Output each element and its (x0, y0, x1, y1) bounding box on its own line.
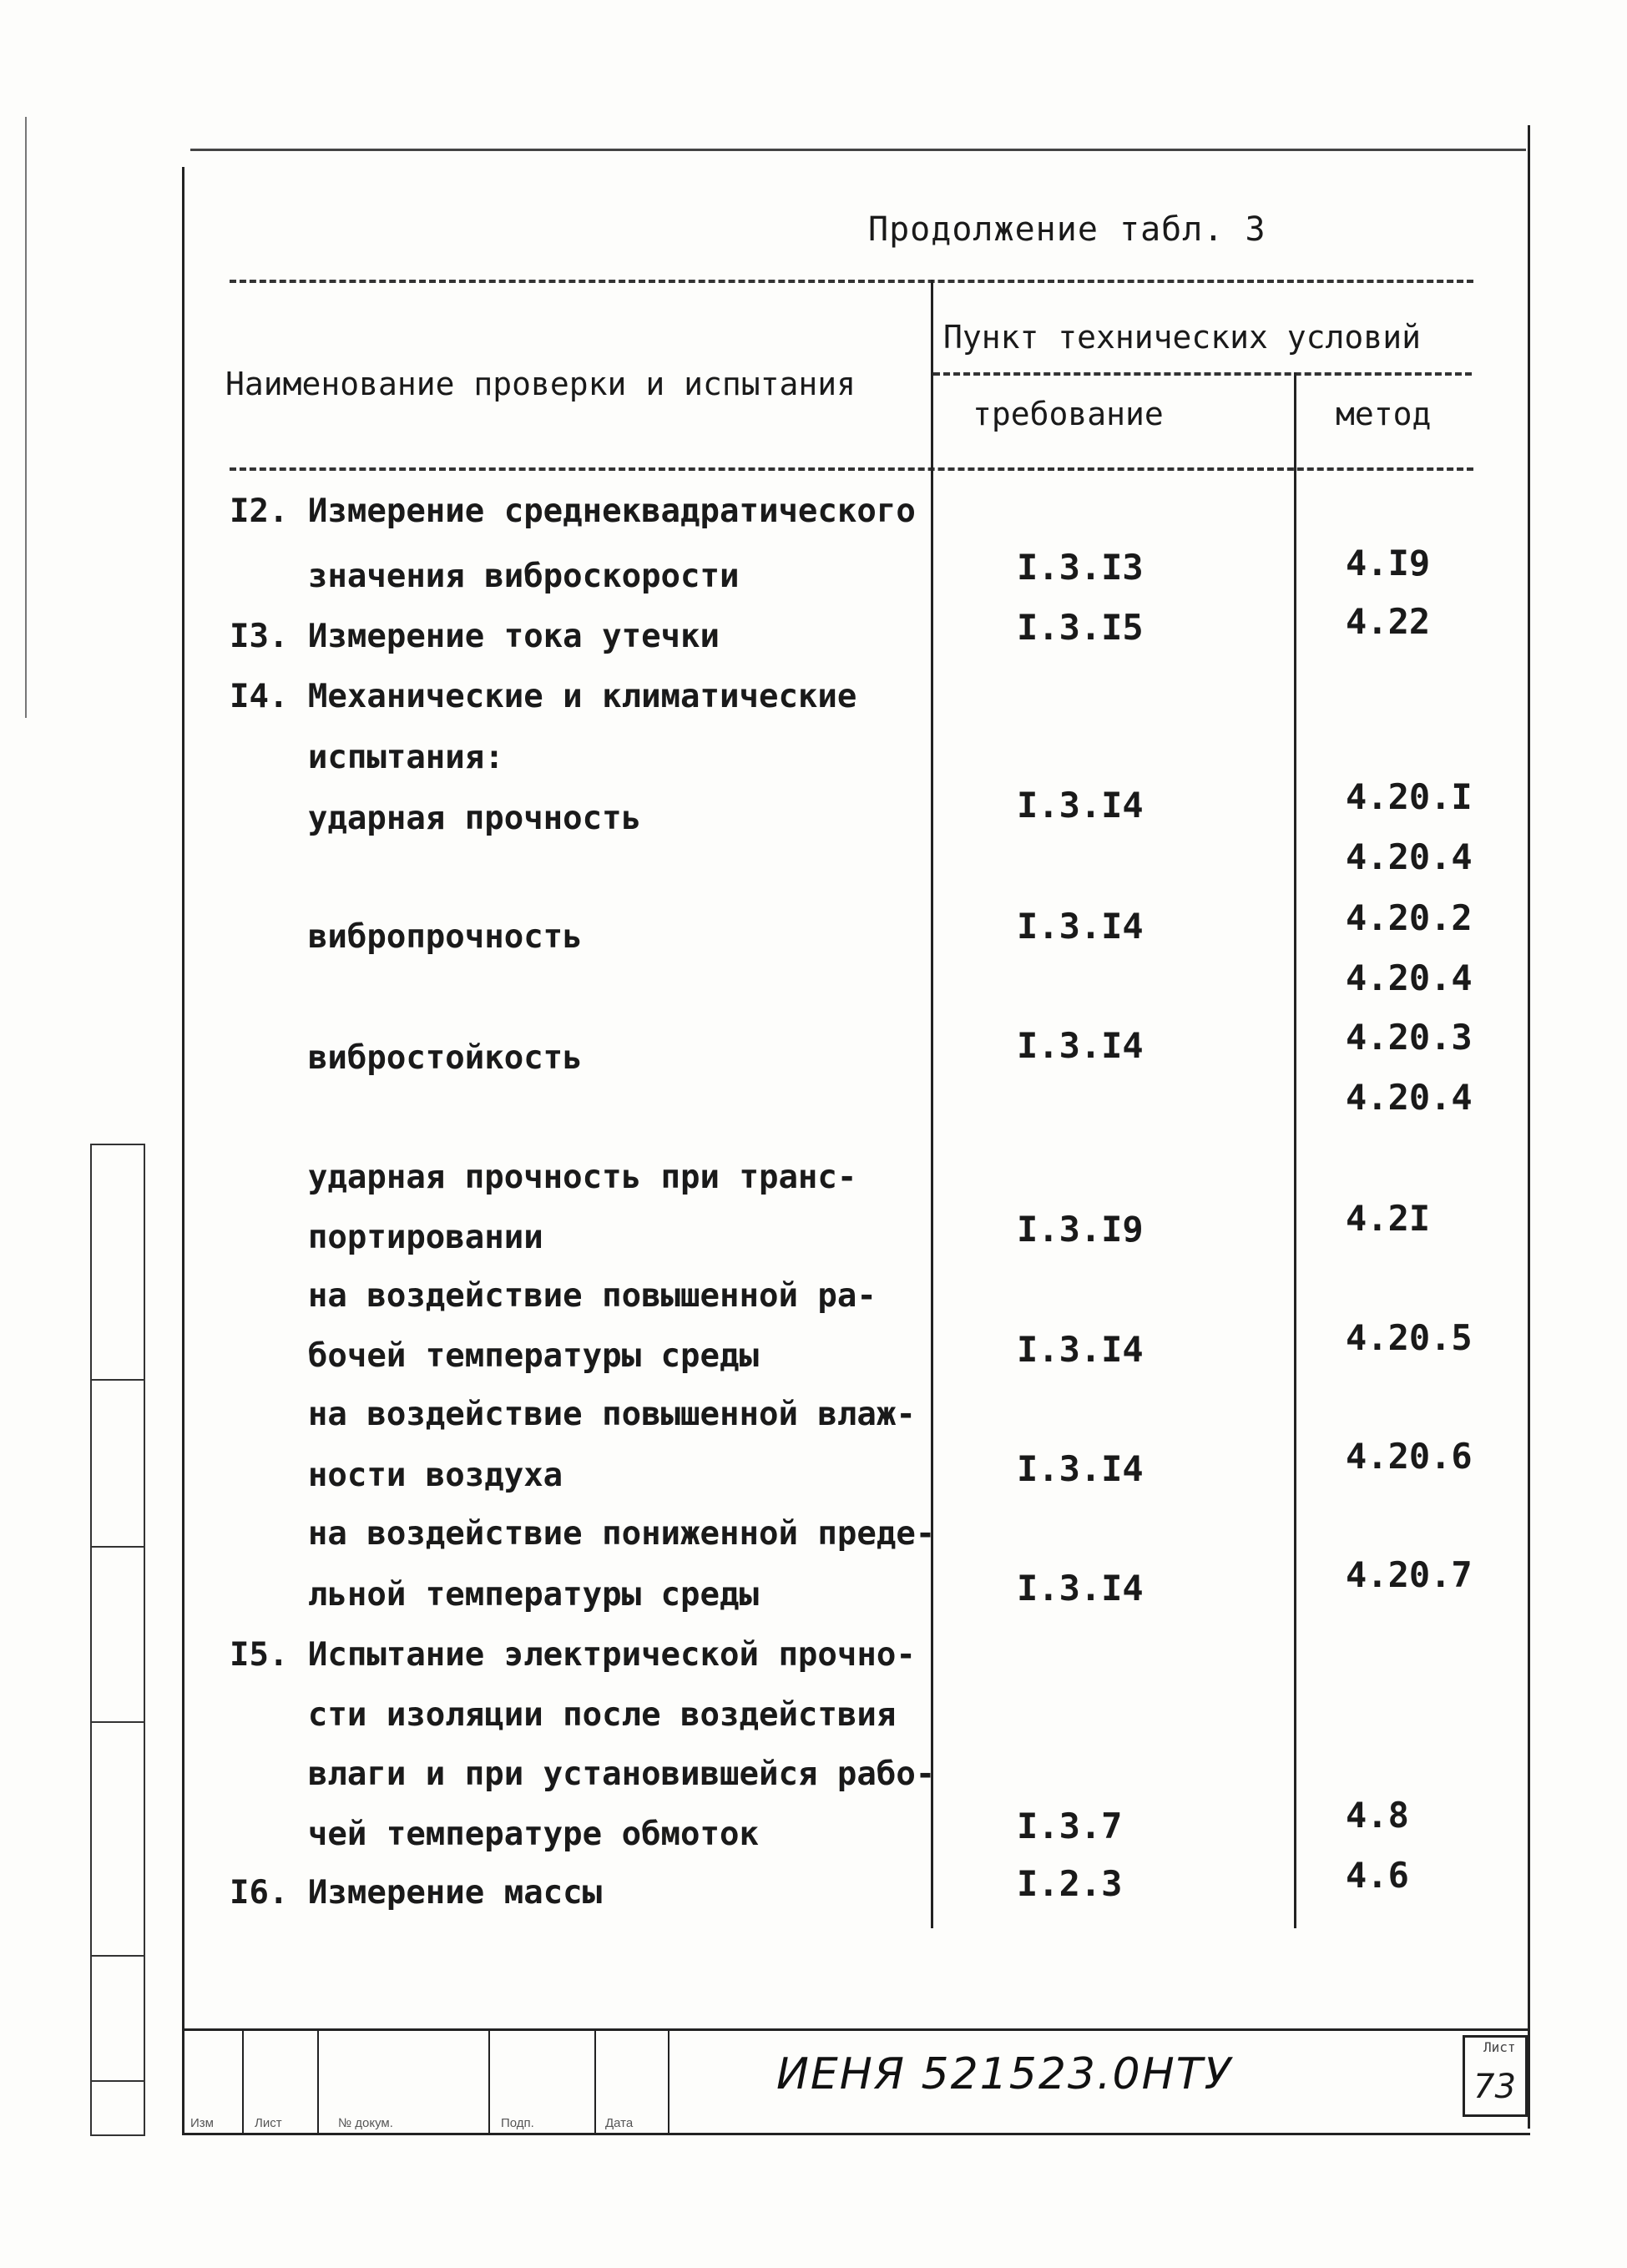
row-name: влаги и при установившейся рабо- (230, 1755, 936, 1793)
titleblock-label-signature: Подп. (501, 2116, 534, 2130)
row-name: I5. Испытание электрической прочно- (230, 1636, 916, 1674)
row-name: значения виброскорости (230, 558, 740, 595)
frame-left-border (182, 167, 184, 2133)
row-requirement: I.3.I4 (1017, 906, 1144, 947)
row-requirement: I.3.I9 (1017, 1209, 1144, 1250)
row-name: чей температуре обмоток (230, 1816, 759, 1853)
row-requirement: I.3.I5 (1017, 607, 1144, 648)
column-header-name: Наименование проверки и испытания (225, 366, 856, 402)
titleblock-divider (668, 2028, 669, 2135)
row-method: 4.20.5 (1346, 1317, 1473, 1358)
row-name: вибростойкость (230, 1039, 583, 1077)
titleblock-top-border (182, 2028, 1530, 2031)
sheet-number-box (1463, 2035, 1528, 2117)
row-method: 4.20.4 (1346, 1077, 1473, 1118)
row-name: I2. Измерение среднеквадратического (230, 492, 916, 530)
row-method: 4.20.7 (1346, 1554, 1473, 1595)
titleblock-divider (488, 2028, 490, 2135)
row-method: 4.20.4 (1346, 957, 1473, 998)
row-method: 4.I9 (1346, 543, 1431, 583)
titleblock-divider (317, 2028, 319, 2135)
row-name: сти изоляции после воздействия (230, 1696, 897, 1734)
row-method: 4.20.2 (1346, 897, 1473, 938)
header-top-rule (230, 280, 1473, 283)
header-subgroup-rule (933, 372, 1472, 376)
titleblock-label-change: Изм (190, 2116, 214, 2130)
titleblock-divider (242, 2028, 244, 2135)
column-header-group: Пункт технических условий (943, 319, 1421, 356)
row-name: на воздействие повышенной влаж- (230, 1396, 916, 1433)
frame-top-border (190, 149, 1526, 151)
row-method: 4.22 (1346, 601, 1431, 642)
row-requirement: I.3.I4 (1017, 1025, 1144, 1066)
row-name: портировании (230, 1219, 543, 1256)
sheet-label: Лист (1483, 2039, 1516, 2055)
row-name: льной температуры среды (230, 1576, 759, 1614)
row-requirement: I.3.I3 (1017, 547, 1144, 588)
row-requirement: I.3.I4 (1017, 1329, 1144, 1370)
row-name: вибропрочность (230, 918, 583, 956)
titleblock-divider (594, 2028, 596, 2135)
row-name: I3. Измерение тока утечки (230, 618, 720, 655)
side-stamp-column (90, 1144, 145, 2136)
titleblock-label-docnum: № докум. (338, 2116, 393, 2130)
row-requirement: I.3.I4 (1017, 785, 1144, 826)
row-name: бочей температуры среды (230, 1337, 759, 1375)
stamp-cell (92, 1955, 144, 2082)
row-name: на воздействие повышенной ра- (230, 1277, 877, 1315)
row-name: I6. Измерение массы (230, 1874, 603, 1912)
column-divider-method (1294, 372, 1296, 1928)
row-method: 4.20.6 (1346, 1436, 1473, 1477)
sheet-number: 73 (1473, 2068, 1516, 2106)
document-number: ИЕНЯ 521523.0НТУ (776, 2049, 1233, 2099)
column-header-method: метод (1336, 396, 1432, 432)
row-requirement: I.3.7 (1017, 1806, 1123, 1846)
row-method: 4.20.3 (1346, 1017, 1473, 1058)
header-bottom-rule (230, 467, 1473, 471)
row-requirement: I.3.I4 (1017, 1448, 1144, 1489)
row-name: I4. Механические и климатические (230, 678, 857, 715)
row-name: ударная прочность при транс- (230, 1159, 857, 1196)
stamp-cell (92, 1379, 144, 1548)
row-method: 4.8 (1346, 1795, 1409, 1836)
row-name: испытания: (230, 739, 504, 776)
frame-right-border (1528, 125, 1530, 2129)
column-divider-req (931, 280, 933, 1928)
row-method: 4.20.I (1346, 776, 1473, 817)
titleblock-label-sheet: Лист (255, 2116, 282, 2130)
row-method: 4.6 (1346, 1855, 1409, 1896)
row-method: 4.2I (1346, 1198, 1431, 1239)
row-name: на воздействие пониженной преде- (230, 1515, 936, 1553)
column-header-requirement: требование (973, 396, 1164, 432)
row-requirement: I.3.I4 (1017, 1568, 1144, 1609)
row-name: ности воздуха (230, 1457, 563, 1494)
table-caption: Продолжение табл. 3 (868, 210, 1266, 249)
stamp-cell (92, 1145, 144, 1381)
row-requirement: I.2.3 (1017, 1863, 1123, 1904)
page-edge-left (25, 117, 27, 718)
row-method: 4.20.4 (1346, 836, 1473, 877)
row-name: ударная прочность (230, 800, 642, 837)
stamp-cell (92, 1721, 144, 1957)
stamp-cell (92, 1546, 144, 1723)
titleblock-label-date: Дата (605, 2116, 634, 2130)
frame-bottom-border (182, 2133, 1530, 2135)
